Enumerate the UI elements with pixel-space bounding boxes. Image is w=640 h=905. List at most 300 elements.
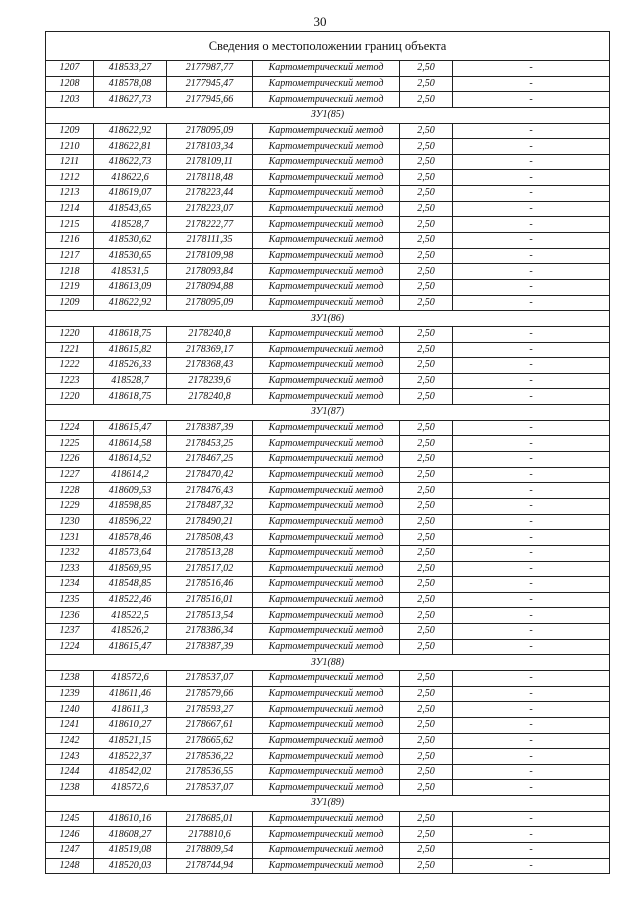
accuracy-cell: 2,50 [400,577,453,593]
note-cell: - [453,201,610,217]
coordinate-x-cell: 418528,7 [94,217,167,233]
coordinate-y-cell: 2177987,77 [167,61,253,77]
table-row [46,248,610,264]
table-row [46,326,610,342]
method-cell: Картометрический метод [253,76,400,92]
table-row [46,843,610,859]
note-cell: - [453,670,610,686]
method-cell: Картометрический метод [253,639,400,655]
coordinate-y-cell: 2178579,66 [167,686,253,702]
method-cell: Картометрический метод [253,608,400,624]
coordinate-y-cell: 2178537,07 [167,670,253,686]
note-cell: - [453,139,610,155]
table-row [46,264,610,280]
table-row [46,858,610,874]
group-header-row [46,311,610,327]
table-row [46,624,610,640]
accuracy-cell: 2,50 [400,217,453,233]
method-cell: Картометрический метод [253,217,400,233]
method-cell: Картометрический метод [253,154,400,170]
table-row [46,717,610,733]
accuracy-cell: 2,50 [400,326,453,342]
table-row [46,561,610,577]
note-cell: - [453,811,610,827]
method-cell: Картометрический метод [253,733,400,749]
coordinate-y-cell: 2178386,34 [167,624,253,640]
coordinate-x-cell: 418569,95 [94,561,167,577]
coordinate-x-cell: 418572,6 [94,670,167,686]
coordinate-y-cell: 2178103,34 [167,139,253,155]
accuracy-cell: 2,50 [400,811,453,827]
coordinate-x-cell: 418609,53 [94,483,167,499]
coordinate-y-cell: 2178467,25 [167,452,253,468]
accuracy-cell: 2,50 [400,498,453,514]
coordinate-y-cell: 2178513,54 [167,608,253,624]
coordinate-x-cell: 418613,09 [94,279,167,295]
accuracy-cell: 2,50 [400,452,453,468]
table-row [46,780,610,796]
coordinate-y-cell: 2178476,43 [167,483,253,499]
note-cell: - [453,733,610,749]
coordinate-x-cell: 418622,6 [94,170,167,186]
note-cell: - [453,702,610,718]
point-number-cell: 1233 [46,561,94,577]
coordinate-x-cell: 418522,37 [94,749,167,765]
note-cell: - [453,279,610,295]
method-cell: Картометрический метод [253,358,400,374]
accuracy-cell: 2,50 [400,170,453,186]
note-cell: - [453,61,610,77]
table-row [46,608,610,624]
note-cell: - [453,358,610,374]
accuracy-cell: 2,50 [400,545,453,561]
accuracy-cell: 2,50 [400,279,453,295]
note-cell: - [453,827,610,843]
accuracy-cell: 2,50 [400,686,453,702]
coordinate-y-cell: 2178223,44 [167,186,253,202]
table-row [46,639,610,655]
coordinate-x-cell: 418598,85 [94,498,167,514]
note-cell: - [453,389,610,405]
table-row [46,186,610,202]
coordinate-y-cell: 2178095,09 [167,295,253,311]
point-number-cell: 1239 [46,686,94,702]
note-cell: - [453,717,610,733]
coordinate-x-cell: 418614,2 [94,467,167,483]
point-number-cell: 1223 [46,373,94,389]
method-cell: Картометрический метод [253,764,400,780]
coordinate-x-cell: 418542,02 [94,764,167,780]
coordinate-x-cell: 418611,3 [94,702,167,718]
table-row [46,686,610,702]
accuracy-cell: 2,50 [400,373,453,389]
note-cell: - [453,248,610,264]
table-row [46,577,610,593]
accuracy-cell: 2,50 [400,561,453,577]
coordinate-x-cell: 418531,5 [94,264,167,280]
coordinate-x-cell: 418526,33 [94,358,167,374]
group-header-row [46,405,610,421]
accuracy-cell: 2,50 [400,717,453,733]
coordinate-x-cell: 418614,52 [94,452,167,468]
coordinate-x-cell: 418520,03 [94,858,167,874]
accuracy-cell: 2,50 [400,858,453,874]
table-row [46,92,610,108]
point-number-cell: 1207 [46,61,94,77]
accuracy-cell: 2,50 [400,733,453,749]
table-row [46,139,610,155]
coordinate-y-cell: 2178094,88 [167,279,253,295]
note-cell: - [453,624,610,640]
coordinate-x-cell: 418519,08 [94,843,167,859]
accuracy-cell: 2,50 [400,608,453,624]
note-cell: - [453,295,610,311]
coordinate-y-cell: 2178387,39 [167,420,253,436]
group-label: ЗУ1(86) [46,311,610,327]
coordinate-y-cell: 2178810,6 [167,827,253,843]
coordinate-y-cell: 2178387,39 [167,639,253,655]
table-caption: Сведения о местоположении границ объекта [46,32,610,61]
coordinate-x-cell: 418572,6 [94,780,167,796]
coordinate-y-cell: 2178593,27 [167,702,253,718]
coordinate-y-cell: 2178095,09 [167,123,253,139]
accuracy-cell: 2,50 [400,670,453,686]
coordinate-y-cell: 2178516,01 [167,592,253,608]
coordinate-y-cell: 2178093,84 [167,264,253,280]
point-number-cell: 1241 [46,717,94,733]
coordinate-x-cell: 418543,65 [94,201,167,217]
accuracy-cell: 2,50 [400,92,453,108]
point-number-cell: 1219 [46,279,94,295]
group-header-row [46,655,610,671]
coordinate-y-cell: 2178665,62 [167,733,253,749]
coordinate-y-cell: 2178369,17 [167,342,253,358]
accuracy-cell: 2,50 [400,843,453,859]
group-header-row [46,107,610,123]
table-row [46,483,610,499]
method-cell: Картометрический метод [253,139,400,155]
method-cell: Картометрический метод [253,170,400,186]
coordinate-x-cell: 418619,07 [94,186,167,202]
note-cell: - [453,764,610,780]
coordinate-y-cell: 2177945,66 [167,92,253,108]
note-cell: - [453,217,610,233]
point-number-cell: 1246 [46,827,94,843]
coordinate-x-cell: 418530,62 [94,233,167,249]
table-row [46,467,610,483]
method-cell: Картометрический метод [253,749,400,765]
method-cell: Картометрический метод [253,811,400,827]
note-cell: - [453,92,610,108]
point-number-cell: 1225 [46,436,94,452]
coordinate-y-cell: 2178240,8 [167,326,253,342]
accuracy-cell: 2,50 [400,186,453,202]
table-row [46,592,610,608]
table-row [46,217,610,233]
table-row [46,420,610,436]
table-row [46,733,610,749]
table-row [46,514,610,530]
method-cell: Картометрический метод [253,686,400,702]
coordinate-y-cell: 2178118,48 [167,170,253,186]
point-number-cell: 1208 [46,76,94,92]
method-cell: Картометрический метод [253,452,400,468]
table-row [46,279,610,295]
coordinate-y-cell: 2178453,25 [167,436,253,452]
point-number-cell: 1218 [46,264,94,280]
accuracy-cell: 2,50 [400,248,453,264]
accuracy-cell: 2,50 [400,514,453,530]
table-row [46,123,610,139]
group-header-row [46,796,610,812]
note-cell: - [453,123,610,139]
table-row [46,498,610,514]
method-cell: Картометрический метод [253,92,400,108]
accuracy-cell: 2,50 [400,420,453,436]
coordinate-y-cell: 2178537,07 [167,780,253,796]
table-row [46,76,610,92]
coordinate-y-cell: 2178240,8 [167,389,253,405]
coordinate-x-cell: 418548,85 [94,577,167,593]
accuracy-cell: 2,50 [400,467,453,483]
note-cell: - [453,420,610,436]
coordinate-x-cell: 418522,5 [94,608,167,624]
note-cell: - [453,483,610,499]
method-cell: Картометрический метод [253,186,400,202]
coordinate-y-cell: 2178223,07 [167,201,253,217]
table-row [46,452,610,468]
coordinate-y-cell: 2178368,43 [167,358,253,374]
accuracy-cell: 2,50 [400,154,453,170]
point-number-cell: 1211 [46,154,94,170]
table-row [46,670,610,686]
point-number-cell: 1243 [46,749,94,765]
point-number-cell: 1230 [46,514,94,530]
note-cell: - [453,749,610,765]
method-cell: Картометрический метод [253,577,400,593]
accuracy-cell: 2,50 [400,764,453,780]
point-number-cell: 1212 [46,170,94,186]
method-cell: Картометрический метод [253,233,400,249]
method-cell: Картометрический метод [253,389,400,405]
point-number-cell: 1245 [46,811,94,827]
group-label: ЗУ1(89) [46,796,610,812]
point-number-cell: 1227 [46,467,94,483]
coordinate-y-cell: 2178809,54 [167,843,253,859]
method-cell: Картометрический метод [253,717,400,733]
method-cell: Картометрический метод [253,545,400,561]
point-number-cell: 1235 [46,592,94,608]
note-cell: - [453,154,610,170]
method-cell: Картометрический метод [253,530,400,546]
note-cell: - [453,76,610,92]
point-number-cell: 1229 [46,498,94,514]
point-number-cell: 1232 [46,545,94,561]
note-cell: - [453,326,610,342]
coordinate-y-cell: 2178222,77 [167,217,253,233]
point-number-cell: 1237 [46,624,94,640]
coordinate-x-cell: 418533,27 [94,61,167,77]
table-row [46,827,610,843]
point-number-cell: 1209 [46,123,94,139]
method-cell: Картометрический метод [253,483,400,499]
coordinate-y-cell: 2178109,11 [167,154,253,170]
method-cell: Картометрический метод [253,373,400,389]
accuracy-cell: 2,50 [400,639,453,655]
coordinate-y-cell: 2178667,61 [167,717,253,733]
note-cell: - [453,264,610,280]
point-number-cell: 1214 [46,201,94,217]
page-number: 30 [313,14,327,29]
coordinate-x-cell: 418622,92 [94,123,167,139]
table-row [46,530,610,546]
table-row [46,201,610,217]
point-number-cell: 1209 [46,295,94,311]
note-cell: - [453,436,610,452]
table-row [46,373,610,389]
method-cell: Картометрический метод [253,498,400,514]
table-row [46,170,610,186]
note-cell: - [453,170,610,186]
point-number-cell: 1210 [46,139,94,155]
accuracy-cell: 2,50 [400,389,453,405]
coordinate-y-cell: 2178513,28 [167,545,253,561]
point-number-cell: 1238 [46,780,94,796]
table-row [46,545,610,561]
accuracy-cell: 2,50 [400,780,453,796]
accuracy-cell: 2,50 [400,749,453,765]
coordinate-x-cell: 418530,65 [94,248,167,264]
note-cell: - [453,530,610,546]
group-label: ЗУ1(85) [46,107,610,123]
accuracy-cell: 2,50 [400,827,453,843]
note-cell: - [453,186,610,202]
coordinate-x-cell: 418610,16 [94,811,167,827]
method-cell: Картометрический метод [253,592,400,608]
table-row [46,749,610,765]
note-cell: - [453,233,610,249]
table-caption-row [46,32,610,61]
coordinate-x-cell: 418614,58 [94,436,167,452]
method-cell: Картометрический метод [253,420,400,436]
method-cell: Картометрический метод [253,514,400,530]
coordinate-x-cell: 418521,15 [94,733,167,749]
coordinate-x-cell: 418622,92 [94,295,167,311]
table-row [46,358,610,374]
point-number-cell: 1224 [46,639,94,655]
coordinate-x-cell: 418596,22 [94,514,167,530]
note-cell: - [453,561,610,577]
method-cell: Картометрический метод [253,248,400,264]
coordinate-x-cell: 418618,75 [94,389,167,405]
method-cell: Картометрический метод [253,702,400,718]
accuracy-cell: 2,50 [400,233,453,249]
coordinate-x-cell: 418615,82 [94,342,167,358]
group-label: ЗУ1(88) [46,655,610,671]
point-number-cell: 1244 [46,764,94,780]
coordinate-y-cell: 2178516,46 [167,577,253,593]
accuracy-cell: 2,50 [400,702,453,718]
coordinate-x-cell: 418622,81 [94,139,167,155]
coordinate-y-cell: 2178109,98 [167,248,253,264]
table-row [46,61,610,77]
note-cell: - [453,686,610,702]
coordinate-x-cell: 418610,27 [94,717,167,733]
coordinate-y-cell: 2178508,43 [167,530,253,546]
accuracy-cell: 2,50 [400,483,453,499]
point-number-cell: 1247 [46,843,94,859]
coordinate-y-cell: 2178111,35 [167,233,253,249]
table-row [46,233,610,249]
accuracy-cell: 2,50 [400,123,453,139]
note-cell: - [453,545,610,561]
coordinate-x-cell: 418573,64 [94,545,167,561]
coordinate-x-cell: 418522,46 [94,592,167,608]
method-cell: Картометрический метод [253,342,400,358]
accuracy-cell: 2,50 [400,342,453,358]
note-cell: - [453,639,610,655]
note-cell: - [453,498,610,514]
table-row [46,389,610,405]
coordinate-y-cell: 2178487,32 [167,498,253,514]
point-number-cell: 1224 [46,420,94,436]
coordinate-y-cell: 2178744,94 [167,858,253,874]
group-label: ЗУ1(87) [46,405,610,421]
coordinate-x-cell: 418615,47 [94,420,167,436]
note-cell: - [453,843,610,859]
point-number-cell: 1213 [46,186,94,202]
point-number-cell: 1220 [46,326,94,342]
point-number-cell: 1217 [46,248,94,264]
note-cell: - [453,858,610,874]
coordinate-y-cell: 2178517,02 [167,561,253,577]
accuracy-cell: 2,50 [400,76,453,92]
point-number-cell: 1203 [46,92,94,108]
method-cell: Картометрический метод [253,858,400,874]
coordinate-x-cell: 418578,08 [94,76,167,92]
table-row [46,154,610,170]
point-number-cell: 1220 [46,389,94,405]
accuracy-cell: 2,50 [400,295,453,311]
method-cell: Картометрический метод [253,123,400,139]
method-cell: Картометрический метод [253,780,400,796]
coordinate-x-cell: 418578,46 [94,530,167,546]
coordinate-x-cell: 418622,73 [94,154,167,170]
coordinate-y-cell: 2178239,6 [167,373,253,389]
method-cell: Картометрический метод [253,624,400,640]
note-cell: - [453,452,610,468]
accuracy-cell: 2,50 [400,436,453,452]
method-cell: Картометрический метод [253,561,400,577]
accuracy-cell: 2,50 [400,201,453,217]
method-cell: Картометрический метод [253,201,400,217]
method-cell: Картометрический метод [253,279,400,295]
note-cell: - [453,592,610,608]
point-number-cell: 1215 [46,217,94,233]
boundary-coordinates-table [45,31,610,874]
point-number-cell: 1226 [46,452,94,468]
point-number-cell: 1238 [46,670,94,686]
method-cell: Картометрический метод [253,436,400,452]
note-cell: - [453,514,610,530]
coordinate-y-cell: 2178536,22 [167,749,253,765]
coordinate-y-cell: 2178470,42 [167,467,253,483]
accuracy-cell: 2,50 [400,358,453,374]
note-cell: - [453,373,610,389]
coordinate-x-cell: 418615,47 [94,639,167,655]
coordinate-x-cell: 418528,7 [94,373,167,389]
point-number-cell: 1234 [46,577,94,593]
